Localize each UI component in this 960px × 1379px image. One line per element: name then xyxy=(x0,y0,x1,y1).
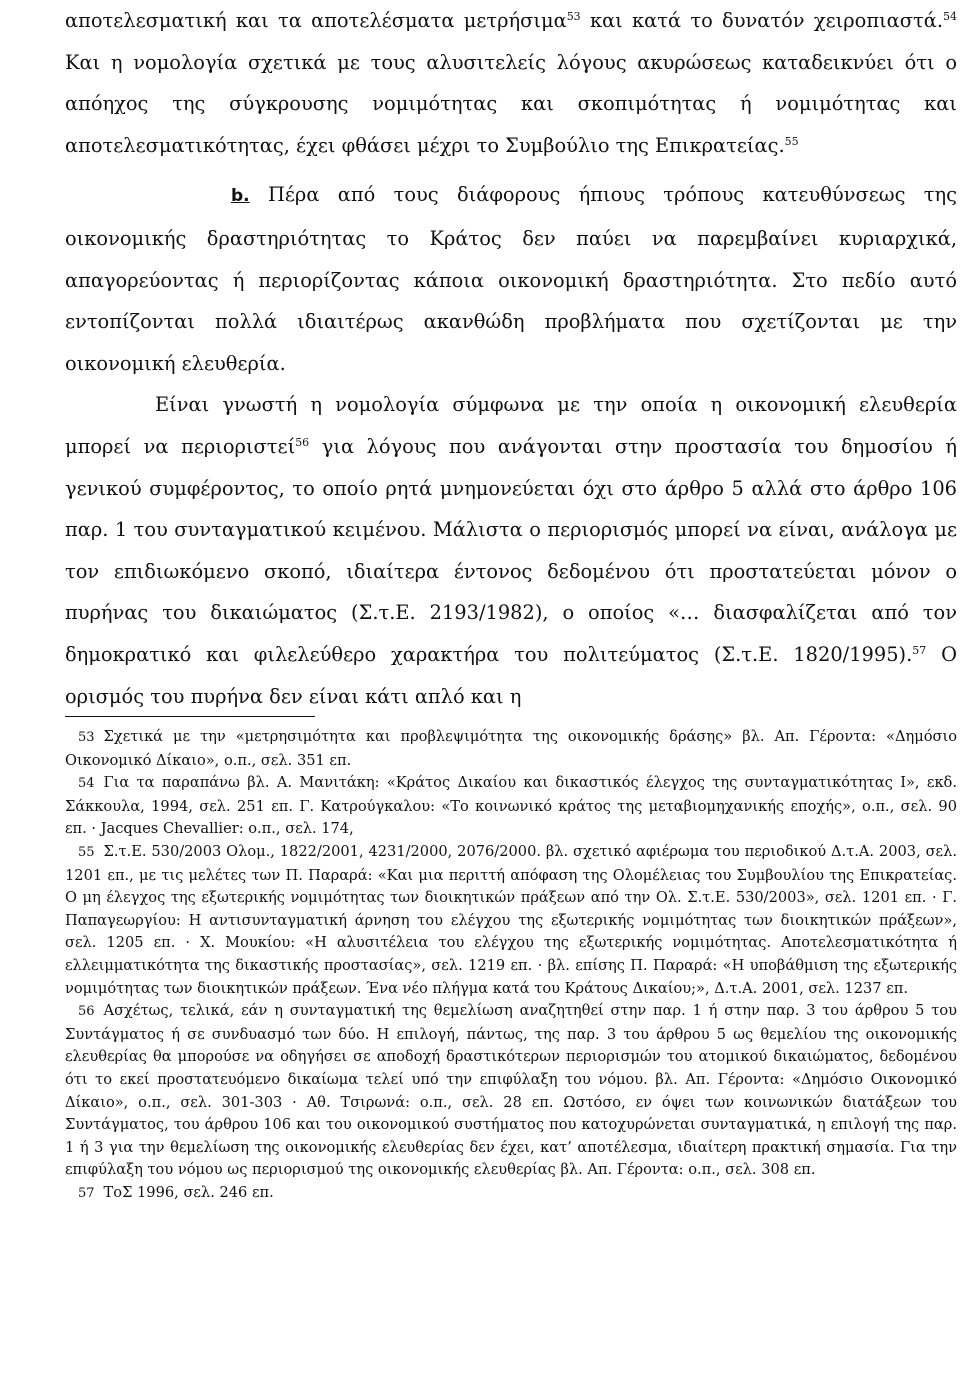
footnote-ref-55[interactable]: 55 xyxy=(784,134,799,148)
paragraph-b xyxy=(65,174,957,384)
footnote-number: 57 xyxy=(78,1185,95,1201)
paragraph-3-text-c: Ο ορισμός του πυρήνα δεν είναι κάτι απλό και η xyxy=(65,642,958,708)
paragraph-3-text-b: για λόγους που ανάγονται στην προστασία του δημοσίου ή γενικού συμφέροντος, το οποίο ρητά μνημονεύεται όχι στο άρθρο 5 αλλά στο άρθρο 106 παρ. 1 του συνταγματικού κειμένου. Μάλιστα ο περιορισμός μπορεί να είναι, ανάλογα με τον επιδιωκόμενο σκοπό, ιδιαίτερα έντονος δεδομένου ότι προστατεύεται μόνον ο πυρήνας του δικαιώματος (Σ.τ.Ε. 2193/1982), ο οποίος «… διασφαλίζεται από τον δημοκρατικό και φιλελεύθερο χαρακτήρα του πολιτεύματος (Σ.τ.Ε. 1820/1995). xyxy=(65,434,958,666)
footnote-55 xyxy=(65,841,957,1000)
section-label-b: b. xyxy=(231,186,250,207)
footnote-text: Ασχέτως, τελικά, εάν η συνταγματική της θεμελίωση αναζητηθεί στην παρ. 1 ή στην παρ. 3 του άρθρου 5 του Συντάγματος ή σε συνδυασμό των δύο. Η επιλογή, πάντως, της παρ. 3 του άρθρου 5 ως θεμελίου της οικονομικής ελευθερίας θα μπορούσε να οδηγήσει σε αποδοχή δραστικότερων περιορισμών του ατομικού δικαιώματος, δεδομένου ότι το εκεί προστατευόμενο δικαίωμα τελεί υπό την επιφύλαξη του νόμου. βλ. Απ. Γέροντα: «Δημόσιο Οικονομικό Δίκαιο», ο.π., σελ. 301-303 · Αθ. Τσιρωνά: ο.π., σελ. 28 επ. Ωστόσο, εν όψει των κοινωνικών διατάξεων του Συντάγματος, του άρθρου 106 και του οικονομικού συστήματος που κατοχυρώνεται συνταγματικά, η επιλογή της παρ. 1 ή 3 για την θεμελίωση της οικονομικής ελευθερίας δεν έχει, κατ’ αποτέλεσμα, ιδιαίτερη πρακτική σημασία. Για την επιφύλαξη του νόμου ως περιορισμού της οικονομικής ελευθερίας βλ. Απ. Γέροντα: ο.π., σελ. 308 επ. xyxy=(65,1002,957,1179)
footnote-ref-57[interactable]: 57 xyxy=(912,643,927,657)
footnote-number: 56 xyxy=(78,1004,95,1020)
footnote-53 xyxy=(65,726,957,772)
footnote-ref-53[interactable]: 53 xyxy=(566,10,581,23)
paragraph-1-text-c: Και η νομολογία σχετικά με τους αλυσιτελείς λόγους ακυρώσεως καταδεικνύει ότι ο απόηχος της σύγκρουσης νομιμότητας και σκοπιμότητας ή νομιμότητας και αποτελεσματικότητας, έχει φθάσει μέχρι το Συμβούλιο της Επικρατείας. xyxy=(65,50,957,157)
paragraph-3 xyxy=(65,384,957,717)
paragraph-b-text: Πέρα από τους διάφορους ήπιους τρόπους κατευθύνσεως της οικονομικής δραστηριότητας το Κράτος δεν παύει να παρεμβαίνει κυριαρχικά, απαγορεύοντας ή περιορίζοντας κάποια οικονομική δραστηριότητα. Στο πεδίο αυτό εντοπίζονται πολλά ιδιαιτέρως ακανθώδη προβλήματα που σχετίζονται με την οικονομική ελευθερία. xyxy=(65,183,957,375)
paragraph-3-text-a: Είναι γνωστή η νομολογία σύμφωνα με την οποία η οικονομική ελευθερία μπορεί να περιοριστεί xyxy=(65,393,957,458)
footnote-number: 55 xyxy=(78,844,95,860)
footnote-ref-54[interactable]: 54 xyxy=(943,10,958,23)
footnote-text: Σχετικά με την «μετρησιμότητα και προβλεψιμότητα της οικονομικής δράσης» βλ. Απ. Γέροντα: «Δημόσιο Οικονομικό Δίκαιο», ο.π., σελ. 351 επ. xyxy=(65,728,957,769)
footnote-56 xyxy=(65,1000,957,1182)
footnote-text: Για τα παραπάνω βλ. Α. Μανιτάκη: «Κράτος Δικαίου και δικαστικός έλεγχος της συνταγματικότητας Ι», εκδ. Σάκκουλα, 1994, σελ. 251 επ. Γ. Κατρούγκαλου: «Το κοινωνικό κράτος της μεταβιομηχανικής εποχής», ο.π., σελ. 90 επ. · Jacques Chevallier: ο.π., σελ. 174, xyxy=(65,774,957,838)
footnote-number: 54 xyxy=(78,776,95,792)
footnote-54 xyxy=(65,772,957,841)
body-text xyxy=(65,0,957,717)
paragraph-1-text-b: και κατά το δυνατόν χειροπιαστά. xyxy=(580,9,944,32)
paragraph-1 xyxy=(65,0,957,166)
footnote-text: ΤοΣ 1996, σελ. 246 επ. xyxy=(103,1183,274,1201)
paragraph-1-text-a: αποτελεσματική και τα αποτελέσματα μετρήσιμα xyxy=(65,9,567,32)
footnote-number: 53 xyxy=(78,730,95,745)
footnote-text: Σ.τ.Ε. 530/2003 Ολομ., 1822/2001, 4231/2000, 2076/2000. βλ. σχετικό αφιέρωμα του περιοδικού Δ.τ.Α. 2003, σελ. 1201 επ., με τις μελέτες των Π. Παραρά: «Και μια περιττή απόφαση της Ολομέλειας του Συμβουλίου της Επικρατείας. Ο μη έλεγχος της εξωτερικής νομιμότητας των διοικητικών πράξεων από την Ολ. Σ.τ.Ε. 530/2003», σελ. 1201 επ. · Γ. Παπαγεωργίου: Η αντισυνταγματική άρνηση του ελέγχου της εξωτερικής νομιμότητας των διοικητικών πράξεων», σελ. 1205 επ. · Χ. Μουκίου: «Η αλυσιτέλεια του ελέγχου της εξωτερικής νομιμότητας. Αποτελεσματικότητα ή ελλειμματικότητα της δικαστικής προστασίας», σελ. 1219 επ. · βλ. επίσης Π. Παραρά: «Η υποβάθμιση της εξωτερικής νομιμότητας των διοικητικών πράξεων. Ένα νέο πλήγμα κατά του Κράτους Δικαίου;», Δ.τ.Α. 2001, σελ. 1237 επ. xyxy=(65,842,957,997)
footnote-57 xyxy=(65,1182,957,1206)
footnote-ref-56[interactable]: 56 xyxy=(295,435,310,449)
footnotes xyxy=(65,726,957,1205)
footnote-divider xyxy=(65,716,315,717)
